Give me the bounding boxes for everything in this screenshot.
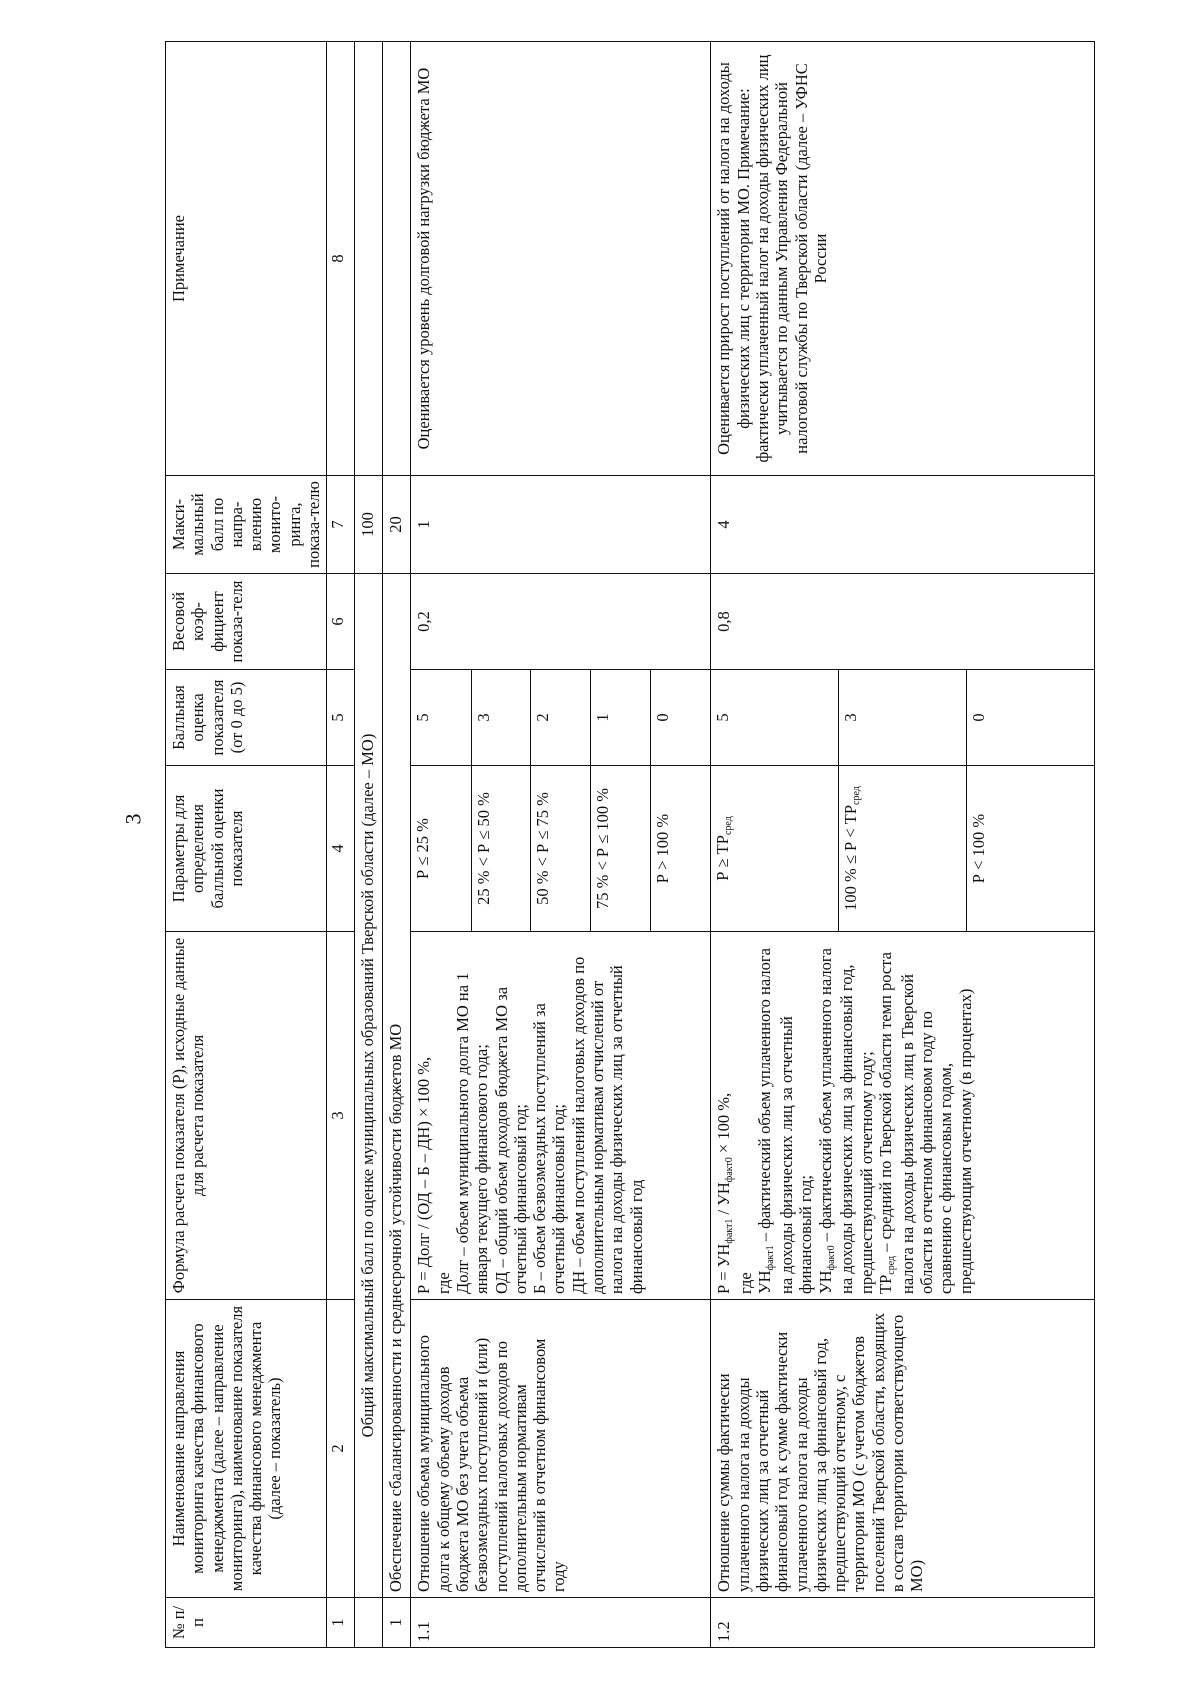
param: 100 % ≤ $Р < ТР_{сред}$ <box>839 766 967 931</box>
criteria-table <box>165 41 1095 1648</box>
score: 3 <box>839 670 967 765</box>
formula-where: где <box>736 1272 756 1294</box>
column-number: 7 <box>327 476 355 574</box>
score: 0 <box>653 713 673 722</box>
param: Р < 100 % <box>968 813 988 884</box>
rotated-table-wrapper <box>165 42 1095 1648</box>
row-num: 1.1 <box>411 1598 711 1648</box>
formula-def: ДН – объем поступлений налоговых доходов по дополнительным нормативам отчислений от налога на доходы физических лиц за отчетный финансовый год <box>568 956 646 1294</box>
formula-def: Долг – объем муниципального долга МО на 1 января текущего финансового года; <box>452 972 492 1294</box>
column-number: 2 <box>327 1300 355 1598</box>
param: $Р \ge ТР_{сред}$ <box>711 766 839 931</box>
column-number-row <box>327 42 355 1648</box>
indicator-name: Отношение суммы фактически уплаченного налога на доходы физических лиц за отчетный финансовый год к сумме фактически уплаченного налога на доходы физических лиц за финансовый год, предшествующий отчетному, с территории МО (с учетом бюджетов поселений Тверской области, входящих в состав территории соответствующего МО) <box>711 1300 1095 1598</box>
formula-def: $УН_{факт0}$ – фактический объем уплаченного налога на доходы физических лиц за финансовый год, предшествующий отчетному году; <box>815 948 876 1294</box>
row-note: Оценивается прирост поступлений от налога на доходы физических лиц с территории МО. Примечание: фактически уплаченный налог на доходы физических лиц учитывается по данным Управления Федеральной налоговой службы по Тверской области (далее – УФНС России <box>711 42 1095 476</box>
table-row <box>411 42 711 1648</box>
row-note: Оценивается уровень долговой нагрузки бюджета МО <box>411 42 711 476</box>
column-number: 6 <box>327 574 355 670</box>
param: Р > 100 % <box>653 813 673 884</box>
formula-def: Б – объем безвозмездных поступлений за отчетный финансовый год; <box>530 1003 569 1294</box>
header-score: Балльная оценка показателя (от 0 до 5) <box>166 670 327 766</box>
formula-def: $ТР_{сред}$ – средний по Тверской области темп роста налога на доходы физических лиц в Тверской области в отчетном финансовом году по сравнению с финансовым годом, предшествующим отчетному (в процентах) <box>875 952 975 1294</box>
score: 5 <box>711 670 839 765</box>
scores-cell <box>411 670 711 766</box>
formula-def: $УН_{факт1}$ – фактический объем уплаченного налога на доходы физических лиц за отчетный финансовый год; <box>755 948 816 1294</box>
score: 3 <box>471 670 531 765</box>
section-row <box>383 42 411 1648</box>
section-num: 1 <box>383 1598 411 1648</box>
column-number: 3 <box>327 932 355 1300</box>
score: 1 <box>591 670 651 765</box>
column-number: 4 <box>327 766 355 932</box>
header-num: № п/п <box>166 1598 327 1648</box>
header-max: Макси-мальный балл по напра-влению монито-ринга, показа-телю <box>166 476 327 574</box>
formula-def: ОД – общий объем доходов бюджета МО за отчетный финансовый год; <box>491 986 530 1294</box>
indicator-name: Отношение объема муниципального долга к общему объему доходов бюджета МО без учета объема безвозмездных поступлений и (или) поступлений налоговых доходов по дополнительным нормативам отчислений в отчетном финансовом году <box>411 1300 711 1598</box>
indicator-formula <box>411 932 711 1300</box>
header-formula: Формула расчета показателя (Р), исходные данные для расчета показателя <box>166 932 327 1300</box>
header-params: Параметры для определения балльной оценки показателя <box>166 766 327 932</box>
param: 25 % < Р ≤ 50 % <box>471 766 531 931</box>
section-max: 20 <box>383 476 411 574</box>
score: 5 <box>411 670 471 765</box>
weight: 0,8 <box>711 574 1095 670</box>
page-number: 3 <box>120 813 146 825</box>
column-number: 1 <box>327 1598 355 1648</box>
row-max: 4 <box>711 476 1095 574</box>
score: 0 <box>968 713 988 722</box>
total-row <box>355 42 383 1648</box>
params-cell <box>411 766 711 932</box>
indicator-formula <box>711 932 1095 1300</box>
column-number: 8 <box>327 42 355 476</box>
formula-line: $Р = УН_{факт1} / УН_{факт0} \times 100$ %, <box>714 1092 736 1294</box>
params-cell <box>711 766 1095 932</box>
total-label: Общий максимальный балл по оценке муниципальных образований Тверской области (далее – МО) <box>355 574 383 1598</box>
param: 50 % < Р ≤ 75 % <box>531 766 591 931</box>
score: 2 <box>531 670 591 765</box>
param: Р ≤ 25 % <box>411 766 471 931</box>
param: 75 % < Р ≤ 100 % <box>591 766 651 931</box>
table-row <box>711 42 1095 1648</box>
scores-cell <box>711 670 1095 766</box>
section-label: Обеспечение сбалансированности и среднесрочной устойчивости бюджетов МО <box>383 574 411 1598</box>
column-number: 5 <box>327 670 355 766</box>
weight: 0,2 <box>411 574 711 670</box>
formula-where: где <box>433 1272 453 1294</box>
header-note: Примечание <box>166 42 327 476</box>
header-name: Наименование направления мониторинга качества финансового менеджмента (далее – направление мониторинга), наименование показателя качества финансового менеджмента (далее – показатель) <box>166 1300 327 1598</box>
formula-line: Р = Долг / (ОД – Б – ДН) × 100 %, <box>414 1056 434 1294</box>
total-max: 100 <box>355 476 383 574</box>
row-max: 1 <box>411 476 711 574</box>
header-weight: Весовой коэф-фициент показа-теля <box>166 574 327 670</box>
row-num: 1.2 <box>711 1598 1095 1648</box>
header-row <box>166 42 327 1648</box>
